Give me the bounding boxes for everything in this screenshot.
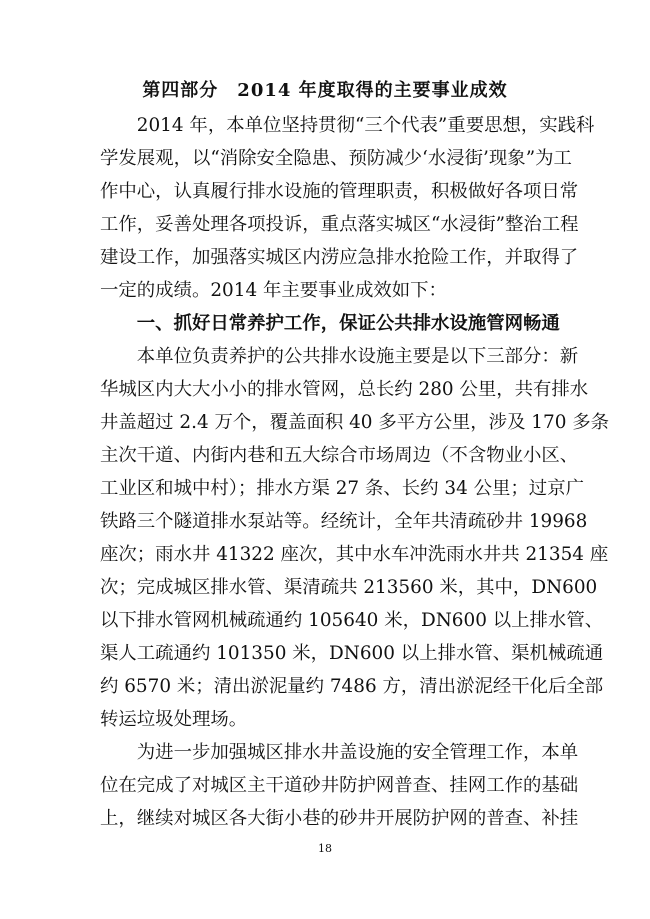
page-number: 18	[318, 842, 332, 855]
paragraph-line: 转运垃圾处理场。	[100, 709, 248, 730]
paragraph-line: 为进一步加强城区排水井盖设施的安全管理工作，本单	[100, 742, 579, 763]
paragraph-line: 渠人工疏通约 101350 米，DN600 以上排水管、渠机械疏通	[100, 643, 604, 664]
paragraph-line: 以下排水管网机械疏通约 105640 米，DN600 以上排水管、	[100, 610, 604, 631]
paragraph-line: 位在完成了对城区主干道砂井防护网普查、挂网工作的基础	[100, 775, 579, 796]
section-heading: 一、抓好日常养护工作，保证公共排水设施管网畅通	[100, 313, 560, 334]
paragraph-line: 井盖超过 2.4 万个，覆盖面积 40 多平方公里，涉及 170 多条	[100, 412, 610, 433]
paragraph-line: 工业区和城中村）；排水方渠 27 条、长约 34 公里；过京广	[100, 478, 584, 499]
paragraph-line: 座次；雨水井 41322 座次，其中水车冲洗雨水井共 21354 座	[100, 544, 609, 565]
paragraph-line: 一定的成绩。2014 年主要事业成效如下：	[100, 280, 447, 301]
paragraph-line: 作中心，认真履行排水设施的管理职责，积极做好各项日常	[100, 181, 579, 202]
paragraph-line: 本单位负责养护的公共排水设施主要是以下三部分：新	[100, 346, 579, 367]
paragraph-line: 建设工作，加强落实城区内涝应急排水抢险工作，并取得了	[100, 247, 579, 268]
paragraph-line: 工作，妥善处理各项投诉，重点落实城区“水浸街”整治工程	[100, 214, 579, 235]
paragraph-line: 华城区内大大小小的排水管网，总长约 280 公里，共有排水	[100, 379, 589, 400]
paragraph-line: 约 6570 米；清出淤泥量约 7486 方，清出淤泥经干化后全部	[100, 676, 604, 697]
paragraph-line: 主次干道、内街内巷和五大综合市场周边（不含物业小区、	[100, 445, 579, 466]
paragraph-line: 次；完成城区排水管、渠清疏共 213560 米，其中，DN600	[100, 577, 598, 598]
paragraph-line: 上，继续对城区各大街小巷的砂井开展防护网的普查、补挂	[100, 808, 579, 829]
page-title: 第四部分 2014 年度取得的主要事业成效	[142, 80, 508, 101]
paragraph-line: 2014 年，本单位坚持贯彻“三个代表”重要思想，实践科	[100, 115, 595, 136]
paragraph-line: 铁路三个隧道排水泵站等。经统计，全年共清疏砂井 19968	[100, 511, 588, 532]
paragraph-line: 学发展观，以“消除安全隐患、预防减少‘水浸街’现象”为工	[100, 148, 572, 169]
